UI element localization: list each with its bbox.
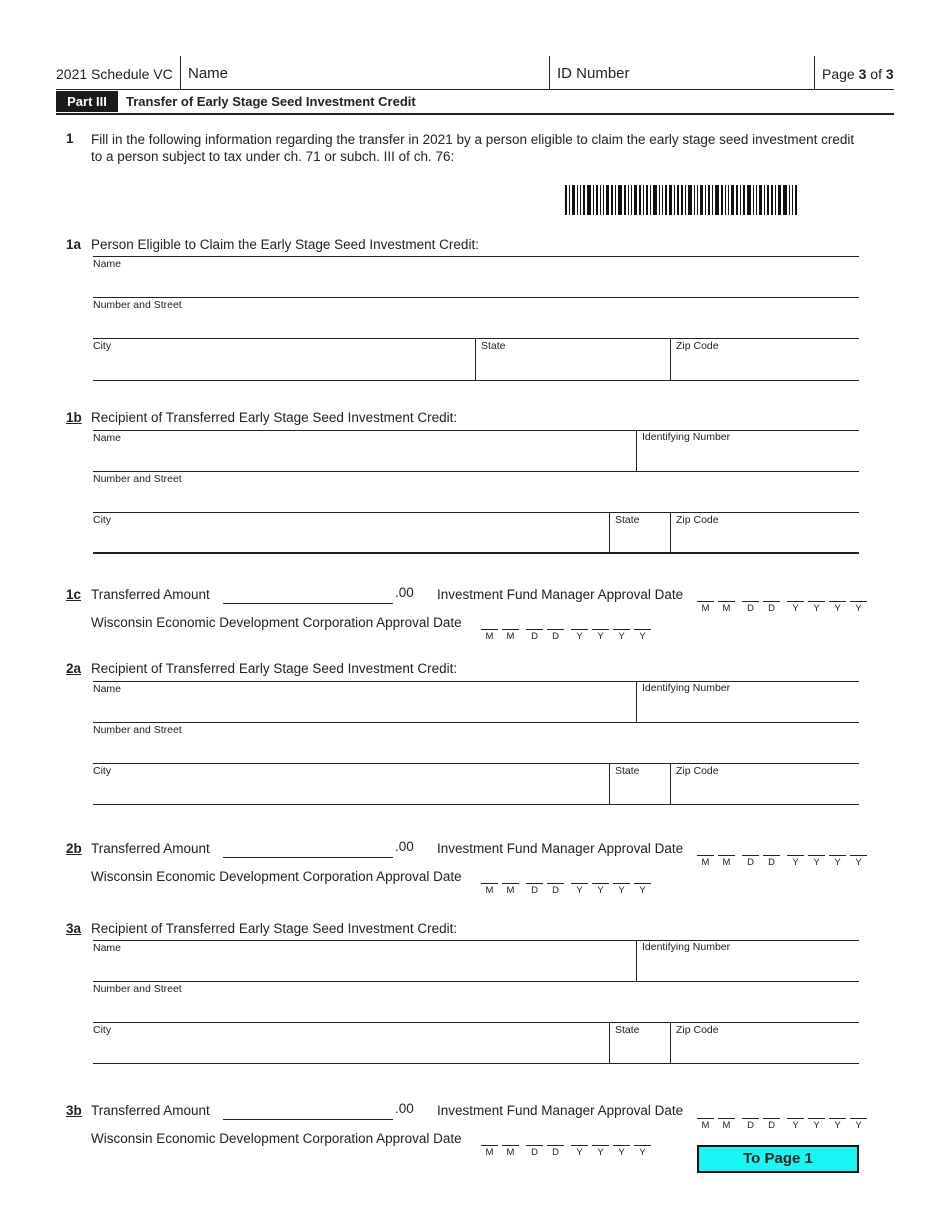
barcode-bar	[759, 185, 762, 215]
header-rule	[56, 89, 894, 90]
barcode-bar	[631, 185, 632, 215]
page-of: of	[866, 66, 886, 82]
field-divider	[475, 338, 476, 380]
barcode-bar	[653, 185, 657, 215]
line-1-instructions: Fill in the following information regarding the transfer in 2021 by a person eligible to claim the early stage seed investment credit to a person subject to tax under ch. 71 or subch. III of ch. 76:	[91, 132, 855, 164]
field-divider	[609, 1022, 610, 1063]
field-rule	[93, 256, 859, 257]
line-1a-label: Person Eligible to Claim the Early Stage Seed Investment Credit:	[91, 237, 479, 252]
date-digit-slot: D	[526, 629, 543, 642]
wedc-approval-date-3-field[interactable]	[481, 1145, 655, 1158]
date-digit-slot: D	[763, 1118, 780, 1131]
ifm-approval-date-3-field[interactable]	[697, 1118, 871, 1131]
name-field-label: Name	[93, 258, 122, 270]
date-digit-slot: Y	[634, 629, 651, 642]
date-digit-slot: D	[526, 1145, 543, 1158]
field-divider	[670, 1022, 671, 1063]
city-field-label: City	[93, 1024, 112, 1036]
date-digit-slot: D	[763, 601, 780, 614]
barcode-bar	[628, 185, 629, 215]
state-field-label: State	[615, 1024, 640, 1036]
barcode-bar	[792, 185, 793, 215]
recipient-3-street-field[interactable]	[93, 995, 859, 1021]
barcode-bar	[700, 185, 703, 215]
transferred-amount-1-field[interactable]	[223, 585, 393, 604]
part-label: Part III	[56, 91, 118, 112]
date-digit-slot: Y	[829, 1118, 846, 1131]
field-rule	[93, 804, 859, 805]
barcode-bar	[736, 185, 738, 215]
barcode-bar	[743, 185, 745, 215]
recipient-1-zip-field[interactable]	[672, 526, 858, 552]
date-digit-slot: M	[481, 629, 498, 642]
city-field-label: City	[93, 765, 112, 777]
date-digit-slot: M	[718, 1118, 735, 1131]
date-digit-slot: Y	[787, 855, 804, 868]
transferred-amount-label: Transferred Amount	[91, 841, 210, 856]
page-prefix: Page	[822, 66, 859, 82]
wedc-approval-date-2-field[interactable]	[481, 883, 655, 896]
date-digit-slot: Y	[850, 855, 867, 868]
header-name-label: Name	[188, 65, 229, 82]
zip-field-label: Zip Code	[676, 765, 719, 777]
barcode-bar	[721, 185, 723, 215]
field-rule	[93, 1022, 859, 1023]
date-digit-slot: D	[547, 883, 564, 896]
field-rule	[93, 430, 859, 431]
barcode-bar	[593, 185, 594, 215]
field-rule	[93, 681, 859, 682]
barcode-bar	[715, 185, 719, 215]
date-digit-slot: M	[697, 855, 714, 868]
field-rule	[93, 338, 859, 339]
field-divider	[636, 681, 637, 722]
recipient-2-street-field[interactable]	[93, 736, 859, 762]
barcode-bar	[771, 185, 773, 215]
part-rule	[56, 113, 894, 115]
city-field-label: City	[93, 514, 112, 526]
date-digit-slot: D	[547, 629, 564, 642]
barcode-bar	[596, 185, 598, 215]
barcode-bar	[685, 185, 686, 215]
field-rule	[93, 297, 859, 298]
recipient-2-city-field[interactable]	[93, 777, 607, 803]
ifm-approval-date-label: Investment Fund Manager Approval Date	[437, 587, 684, 602]
page-number: 3	[858, 66, 867, 82]
person-eligible-state-field[interactable]	[477, 352, 667, 378]
barcode-bar	[783, 185, 787, 215]
barcode	[565, 185, 860, 215]
date-digit-slot: Y	[592, 883, 609, 896]
street-field-label: Number and Street	[93, 983, 182, 995]
recipient-2-zip-field[interactable]	[672, 777, 858, 803]
barcode-bar	[618, 185, 622, 215]
barcode-bar	[659, 185, 660, 215]
barcode-bar	[725, 185, 726, 215]
date-digit-slot: Y	[634, 883, 651, 896]
recipient-1-city-field[interactable]	[93, 526, 607, 552]
barcode-bar	[639, 185, 641, 215]
field-divider	[636, 940, 637, 981]
barcode-bar	[577, 185, 578, 215]
line-1-number: 1	[66, 131, 74, 146]
person-eligible-city-field[interactable]	[93, 352, 473, 378]
recipient-3-city-field[interactable]	[93, 1036, 607, 1062]
header-divider	[180, 56, 181, 89]
ifm-approval-date-label: Investment Fund Manager Approval Date	[437, 841, 684, 856]
barcode-bar	[634, 185, 637, 215]
barcode-bar	[674, 185, 675, 215]
identifying-number-label: Identifying Number	[642, 682, 731, 694]
recipient-1-name-field[interactable]	[93, 444, 633, 470]
recipient-1-street-field[interactable]	[93, 485, 859, 511]
date-digit-slot: Y	[829, 601, 846, 614]
barcode-bar	[606, 185, 609, 215]
recipient-1-state-field[interactable]	[611, 526, 668, 552]
transferred-amount-label: Transferred Amount	[91, 587, 210, 602]
cents-label: .00	[395, 1101, 414, 1116]
date-digit-slot: Y	[808, 1118, 825, 1131]
date-digit-slot: D	[742, 601, 759, 614]
field-rule	[93, 512, 859, 513]
field-divider	[609, 512, 610, 553]
barcode-bar	[731, 185, 734, 215]
identifying-number-label: Identifying Number	[642, 941, 731, 953]
barcode-bar	[611, 185, 613, 215]
date-digit-slot: Y	[829, 855, 846, 868]
date-digit-slot: Y	[613, 629, 630, 642]
recipient-3-zip-field[interactable]	[672, 1036, 858, 1062]
barcode-bar	[753, 185, 754, 215]
date-digit-slot: M	[502, 1145, 519, 1158]
field-divider	[670, 338, 671, 380]
field-rule	[93, 471, 859, 472]
barcode-bar	[669, 185, 672, 215]
line-3a-number: 3a	[66, 921, 82, 936]
schedule-label: 2021 Schedule VC	[56, 66, 173, 82]
barcode-bar	[572, 185, 575, 215]
recipient-2-id-field[interactable]	[638, 695, 858, 721]
field-divider	[670, 763, 671, 804]
transferred-amount-label: Transferred Amount	[91, 1103, 210, 1118]
ifm-approval-date-2-field[interactable]	[697, 855, 871, 868]
date-digit-slot: Y	[808, 855, 825, 868]
field-rule	[93, 722, 859, 723]
barcode-bar	[728, 185, 729, 215]
street-field-label: Number and Street	[93, 473, 182, 485]
line-1b-number: 1b	[66, 410, 82, 425]
date-digit-slot: M	[502, 629, 519, 642]
barcode-bar	[795, 185, 797, 215]
date-digit-slot: Y	[850, 601, 867, 614]
barcode-bar	[587, 185, 591, 215]
barcode-bar	[650, 185, 651, 215]
recipient-3-name-field[interactable]	[93, 954, 633, 980]
line-2a-label: Recipient of Transferred Early Stage Seed Investment Credit:	[91, 661, 458, 676]
field-rule	[93, 380, 859, 381]
recipient-3-id-field[interactable]	[638, 954, 858, 980]
barcode-bar	[662, 185, 663, 215]
part-title: Transfer of Early Stage Seed Investment Credit	[126, 94, 416, 109]
wedc-approval-date-1-field[interactable]	[481, 629, 655, 642]
header-id-label: ID Number	[557, 65, 630, 82]
barcode-bar	[694, 185, 695, 215]
cents-label: .00	[395, 839, 414, 854]
header-divider	[814, 56, 815, 89]
recipient-2-state-field[interactable]	[611, 777, 668, 803]
date-digit-slot: Y	[787, 1118, 804, 1131]
wedc-approval-date-label: Wisconsin Economic Development Corporation Approval Date	[91, 869, 462, 884]
transferred-amount-3-field[interactable]	[223, 1101, 393, 1120]
zip-field-label: Zip Code	[676, 340, 719, 352]
barcode-bar	[775, 185, 776, 215]
barcode-bar	[789, 185, 790, 215]
field-rule	[93, 552, 859, 554]
date-digit-slot: Y	[787, 601, 804, 614]
date-digit-slot: M	[502, 883, 519, 896]
field-rule	[93, 981, 859, 982]
barcode-bar	[600, 185, 601, 215]
transferred-amount-2-field[interactable]	[223, 839, 393, 858]
date-digit-slot: M	[697, 1118, 714, 1131]
recipient-2-name-field[interactable]	[93, 695, 633, 721]
date-digit-slot: Y	[571, 629, 588, 642]
date-digit-slot: M	[718, 855, 735, 868]
barcode-bar	[778, 185, 781, 215]
date-digit-slot: D	[742, 855, 759, 868]
date-digit-slot: Y	[808, 601, 825, 614]
field-divider	[670, 512, 671, 553]
date-digit-slot: Y	[571, 883, 588, 896]
line-1c-number: 1c	[66, 587, 82, 602]
page-indicator	[822, 66, 894, 82]
line-2b-number: 2b	[66, 841, 82, 856]
identifying-number-label: Identifying Number	[642, 431, 731, 443]
date-digit-slot: Y	[634, 1145, 651, 1158]
page-total: 3	[885, 66, 894, 82]
barcode-bar	[646, 185, 648, 215]
field-rule	[93, 1063, 859, 1064]
date-digit-slot: D	[742, 1118, 759, 1131]
date-digit-slot: D	[547, 1145, 564, 1158]
person-eligible-street-field[interactable]	[93, 311, 859, 337]
street-field-label: Number and Street	[93, 724, 182, 736]
barcode-bar	[615, 185, 616, 215]
barcode-bar	[681, 185, 683, 215]
barcode-bar	[580, 185, 581, 215]
line-1a-number: 1a	[66, 237, 82, 252]
header-divider	[549, 56, 550, 89]
date-digit-slot: Y	[592, 1145, 609, 1158]
barcode-bar	[677, 185, 679, 215]
state-field-label: State	[481, 340, 506, 352]
field-divider	[636, 430, 637, 471]
street-field-label: Number and Street	[93, 299, 182, 311]
barcode-bar	[708, 185, 710, 215]
state-field-label: State	[615, 765, 640, 777]
name-field-label: Name	[93, 432, 122, 444]
barcode-bar	[697, 185, 698, 215]
name-field-label: Name	[93, 683, 122, 695]
barcode-bar	[747, 185, 751, 215]
recipient-1-id-field[interactable]	[638, 444, 858, 470]
ifm-approval-date-1-field[interactable]	[697, 601, 871, 614]
line-3b-number: 3b	[66, 1103, 82, 1118]
zip-field-label: Zip Code	[676, 514, 719, 526]
field-rule	[93, 940, 859, 941]
line-3a-label: Recipient of Transferred Early Stage Seed Investment Credit:	[91, 921, 458, 936]
cents-label: .00	[395, 585, 414, 600]
barcode-bar	[756, 185, 757, 215]
barcode-bar	[705, 185, 706, 215]
date-digit-slot: Y	[571, 1145, 588, 1158]
barcode-bar	[712, 185, 713, 215]
to-page-1-button[interactable]: To Page 1	[697, 1145, 859, 1173]
name-field-label: Name	[93, 942, 122, 954]
barcode-bar	[569, 185, 570, 215]
barcode-bar	[603, 185, 604, 215]
barcode-bar	[764, 185, 765, 215]
barcode-bar	[624, 185, 626, 215]
wedc-approval-date-label: Wisconsin Economic Development Corporation Approval Date	[91, 1131, 462, 1146]
field-rule	[93, 763, 859, 764]
ifm-approval-date-label: Investment Fund Manager Approval Date	[437, 1103, 684, 1118]
date-digit-slot: Y	[613, 1145, 630, 1158]
date-digit-slot: Y	[592, 629, 609, 642]
date-digit-slot: Y	[613, 883, 630, 896]
date-digit-slot: D	[526, 883, 543, 896]
person-eligible-zip-field[interactable]	[672, 352, 858, 378]
barcode-bar	[565, 185, 567, 215]
date-digit-slot: Y	[850, 1118, 867, 1131]
zip-field-label: Zip Code	[676, 1024, 719, 1036]
barcode-bar	[583, 185, 585, 215]
state-field-label: State	[615, 514, 640, 526]
date-digit-slot: M	[697, 601, 714, 614]
date-digit-slot: D	[763, 855, 780, 868]
barcode-bar	[643, 185, 644, 215]
barcode-bar	[688, 185, 692, 215]
city-field-label: City	[93, 340, 112, 352]
date-digit-slot: M	[718, 601, 735, 614]
field-divider	[609, 763, 610, 804]
line-2a-number: 2a	[66, 661, 82, 676]
date-digit-slot: M	[481, 1145, 498, 1158]
barcode-bar	[665, 185, 667, 215]
recipient-3-state-field[interactable]	[611, 1036, 668, 1062]
date-digit-slot: M	[481, 883, 498, 896]
wedc-approval-date-label: Wisconsin Economic Development Corporation Approval Date	[91, 615, 462, 630]
person-eligible-name-field[interactable]	[93, 270, 859, 296]
barcode-bar	[767, 185, 769, 215]
barcode-bar	[740, 185, 741, 215]
line-1b-label: Recipient of Transferred Early Stage Seed Investment Credit:	[91, 410, 458, 425]
